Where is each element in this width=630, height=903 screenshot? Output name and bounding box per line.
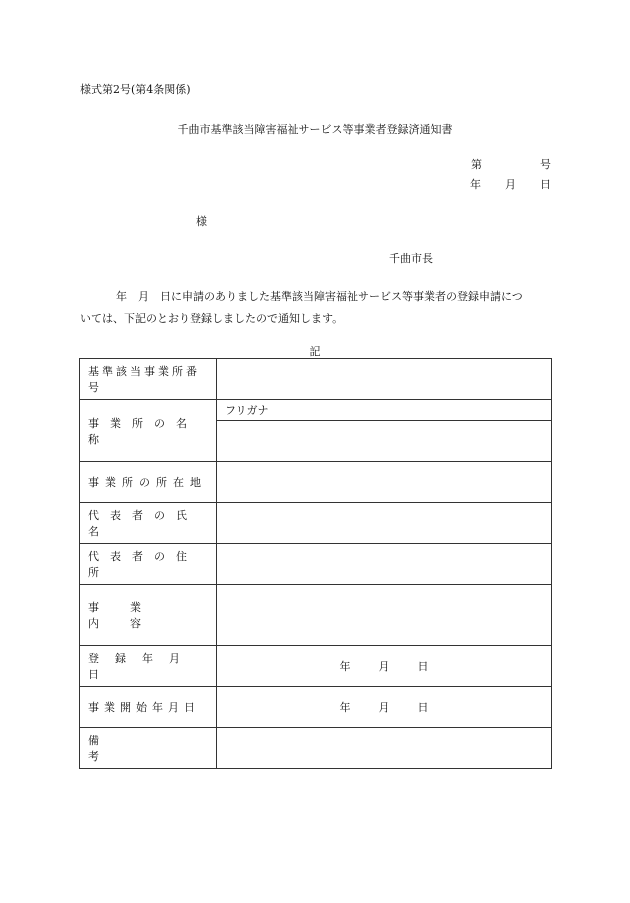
issue-month: 月 xyxy=(505,178,516,191)
row-label-cell xyxy=(80,728,217,769)
row-label-cell xyxy=(80,503,217,544)
representative-name-label: 代表者の氏名 xyxy=(88,509,198,538)
document-title: 千曲市基準該当障害福祉サービス等事業者登録済通知書 xyxy=(177,123,453,136)
representative-address-field[interactable] xyxy=(217,544,552,585)
table-row xyxy=(80,462,552,503)
body-line-2: いては、下記のとおり登録しましたので通知します。 xyxy=(80,312,344,325)
remarks-label: 備考 xyxy=(88,734,195,763)
row-label-cell xyxy=(80,544,217,585)
table-row xyxy=(80,687,552,728)
reg-year: 年 xyxy=(339,660,351,673)
reg-day: 日 xyxy=(417,660,429,673)
row-label-cell xyxy=(80,400,217,462)
start-year: 年 xyxy=(339,701,351,714)
business-content-field[interactable] xyxy=(217,585,552,646)
row-label-cell xyxy=(80,585,217,646)
office-address-field[interactable] xyxy=(217,462,552,503)
ki-heading: 記 xyxy=(309,345,321,358)
issue-date-line xyxy=(470,176,551,192)
row-label-cell xyxy=(80,462,217,503)
body-line-1: 年 月 日に申請のありました基準該当障害福祉サービス等事業者の登録申請につ xyxy=(116,290,523,303)
start-month: 月 xyxy=(378,701,390,714)
addressee-suffix: 様 xyxy=(196,215,207,228)
business-content-label: 事業内容 xyxy=(88,601,172,630)
business-start-date-label: 事業開始年月日 xyxy=(88,701,200,714)
row-label-cell xyxy=(80,687,217,728)
table-row xyxy=(80,359,552,400)
document-number-line xyxy=(471,156,551,172)
issue-day: 日 xyxy=(540,178,551,191)
table-row xyxy=(80,544,552,585)
representative-address-label: 代表者の住所 xyxy=(88,550,198,579)
remarks-field[interactable] xyxy=(217,728,552,769)
row-label-cell xyxy=(80,359,217,400)
start-day: 日 xyxy=(417,701,429,714)
table-row xyxy=(80,646,552,687)
office-number-label: 基準該当事業所番号 xyxy=(88,365,200,394)
table-row xyxy=(80,728,552,769)
office-name-label: 事業所の名称 xyxy=(88,416,198,446)
reg-month: 月 xyxy=(378,660,390,673)
number-suffix: 号 xyxy=(540,158,551,171)
office-name-field[interactable] xyxy=(217,421,552,462)
row-label-cell xyxy=(80,646,217,687)
registration-date-label: 登録年月日 xyxy=(88,652,196,681)
office-number-field[interactable] xyxy=(217,359,552,400)
business-start-date-field[interactable] xyxy=(217,687,552,728)
table-row xyxy=(80,400,552,421)
table-row xyxy=(80,503,552,544)
registration-date-field[interactable] xyxy=(217,646,552,687)
body-text xyxy=(80,286,552,330)
issue-year: 年 xyxy=(470,178,481,191)
table-row xyxy=(80,585,552,646)
registration-table xyxy=(79,358,552,769)
sender-name: 千曲市長 xyxy=(389,252,433,265)
furigana-field[interactable]: フリガナ xyxy=(217,400,552,421)
form-label: 様式第2号(第4条関係) xyxy=(80,83,191,96)
office-address-label: 事業所の所在地 xyxy=(88,476,207,489)
representative-name-field[interactable] xyxy=(217,503,552,544)
number-prefix: 第 xyxy=(471,158,482,171)
